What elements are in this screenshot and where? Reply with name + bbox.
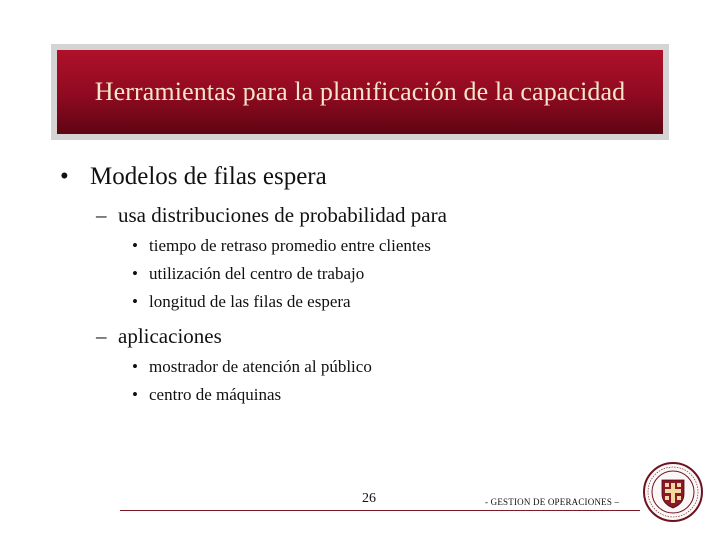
bullet-item bbox=[132, 385, 281, 405]
bullet-item-text: longitud de las filas de espera bbox=[149, 292, 351, 311]
bullet-marker: – bbox=[96, 324, 107, 348]
bullet-sub-2-text: aplicaciones bbox=[118, 324, 222, 348]
bullet-marker: • bbox=[132, 292, 138, 311]
university-seal-icon bbox=[642, 461, 704, 523]
bullet-marker: • bbox=[132, 357, 138, 376]
bullet-sub-1-text: usa distribuciones de probabilidad para bbox=[118, 203, 447, 227]
bullet-item-text: tiempo de retraso promedio entre clientes bbox=[149, 236, 431, 255]
bullet-item bbox=[132, 264, 364, 284]
bullet-item-text: mostrador de atención al público bbox=[149, 357, 372, 376]
bullet-item bbox=[132, 357, 372, 377]
page-number: 26 bbox=[362, 491, 376, 506]
bullet-item-text: centro de máquinas bbox=[149, 385, 282, 404]
bullet-sub-1 bbox=[96, 203, 447, 228]
bullet-main bbox=[60, 163, 327, 191]
bullet-marker: • bbox=[132, 385, 138, 404]
bullet-sub-2 bbox=[96, 324, 222, 349]
bullet-item bbox=[132, 292, 351, 312]
bullet-main-text: Modelos de filas espera bbox=[90, 163, 327, 190]
footer-text: - GESTION DE OPERACIONES – bbox=[485, 497, 620, 507]
bullet-marker: • bbox=[132, 236, 138, 255]
bullet-item bbox=[132, 236, 431, 256]
footer-divider bbox=[120, 510, 640, 511]
bullet-marker: • bbox=[60, 163, 69, 190]
bullet-marker: • bbox=[132, 264, 138, 283]
bullet-item-text: utilización del centro de trabajo bbox=[149, 264, 365, 283]
slide-title: Herramientas para la planificación de la capacidad bbox=[94, 77, 626, 106]
title-bar bbox=[57, 50, 663, 134]
bullet-marker: – bbox=[96, 203, 107, 227]
